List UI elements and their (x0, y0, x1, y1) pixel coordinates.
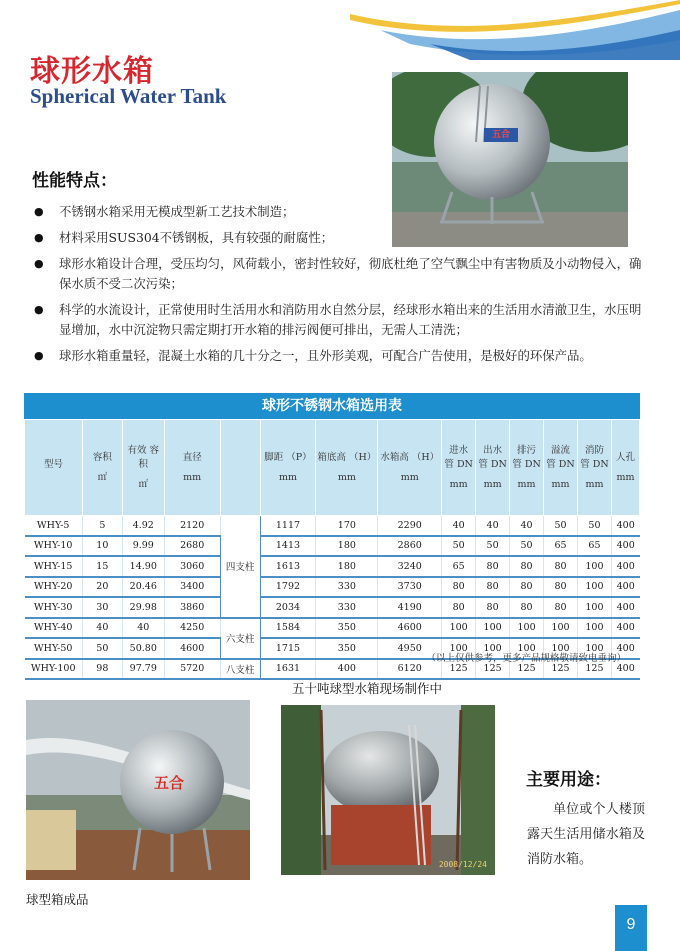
spec-table-panel (24, 393, 640, 680)
feature-list (34, 202, 646, 372)
table-cell-base: 180 (316, 536, 378, 557)
page-title-en: Spherical Water Tank (30, 84, 227, 108)
table-cell-effective: 9.99 (122, 536, 164, 557)
table-cell-drain: 100 (510, 618, 544, 639)
feature-item: ● 球形水箱设计合理，受压均匀，风荷载小，密封性较好，彻底杜绝了空气飘尘中有害物质及小动物侵入，确保水质不受二次污染； (34, 254, 646, 294)
column-header-unit: mm (517, 478, 536, 490)
column-header-unit: mm (585, 478, 604, 490)
column-header (25, 420, 83, 516)
table-cell-overflow: 80 (544, 597, 578, 618)
table-cell-overflow: 80 (544, 556, 578, 577)
table-cell-height: 3730 (378, 577, 442, 598)
table-cell-effective: 20.46 (122, 577, 164, 598)
photo-timestamp: 2008/12/24 (438, 860, 487, 869)
column-header (476, 420, 510, 516)
column-header-unit: mm (551, 478, 570, 490)
column-header-unit: ㎡ (138, 478, 149, 490)
table-cell-height: 6120 (378, 659, 442, 680)
page-number: 9 (615, 905, 647, 951)
table-cell-outlet: 80 (476, 577, 510, 598)
table-cell-outlet: 100 (476, 618, 510, 639)
table-cell-manhole: 400 (611, 597, 639, 618)
table-cell-diameter: 3060 (164, 556, 220, 577)
table-cell-model: WHY-30 (25, 597, 83, 618)
column-header-label: 有效 容积 (127, 444, 160, 470)
table-cell-diameter: 3400 (164, 577, 220, 598)
table-cell-diameter: 4250 (164, 618, 220, 639)
table-cell-volume: 50 (82, 638, 122, 659)
table-cell-outlet: 125 (476, 659, 510, 680)
table-header-row (25, 420, 640, 516)
table-cell-manhole: 400 (611, 618, 639, 639)
column-header (82, 420, 122, 516)
table-cell-outlet: 80 (476, 556, 510, 577)
column-header-label: 进水 管 DN (444, 444, 473, 470)
table-cell-manhole: 400 (611, 536, 639, 557)
column-header (316, 420, 378, 516)
table-cell-inlet: 65 (442, 556, 476, 577)
table-cell-overflow: 50 (544, 516, 578, 536)
table-cell-fire: 100 (577, 556, 611, 577)
table-cell-model: WHY-5 (25, 516, 83, 536)
table-cell-base: 170 (316, 516, 378, 536)
table-cell-bottom: 1413 (260, 536, 316, 557)
table-cell-base: 330 (316, 577, 378, 598)
page-title-zh: 球形水箱 (30, 54, 154, 89)
table-cell-bottom: 1631 (260, 659, 316, 680)
feature-item: ● 科学的水流设计，正常使用时生活用水和消防用水自然分层，经球形水箱出来的生活用水清澈卫生，水压明显增加，水中沉淀物只需定期打开水箱的排污阀便可排出，无需人工清洗； (34, 300, 646, 340)
column-header-label: 水箱高 （H） (380, 451, 440, 463)
usage-text: 单位或个人楼顶露天生活用储水箱及消防水箱。 (527, 802, 645, 867)
table-cell-volume: 98 (82, 659, 122, 680)
table-row (25, 556, 640, 577)
table-cell-overflow: 100 (544, 618, 578, 639)
onsite-caption: 五十吨球型水箱现场制作中 (292, 681, 443, 696)
table-cell-height: 2860 (378, 536, 442, 557)
table-cell-drain: 100 (510, 638, 544, 659)
table-cell-diameter: 3860 (164, 597, 220, 618)
table-cell-drain: 80 (510, 556, 544, 577)
table-cell-drain: 40 (510, 516, 544, 536)
table-cell-height: 4190 (378, 597, 442, 618)
table-cell-bottom: 1117 (260, 516, 316, 536)
finished-caption: 球型箱成品 (26, 892, 89, 907)
column-header-unit: mm (183, 471, 202, 483)
column-header-support (220, 420, 260, 516)
column-header (611, 420, 639, 516)
finished-tank-photo (26, 700, 250, 880)
column-header-label: 容积 (92, 451, 112, 463)
column-header-label: 溢流 管 DN (546, 444, 575, 470)
table-cell-bottom: 1584 (260, 618, 316, 639)
table-row (25, 597, 640, 618)
table-cell-model: WHY-100 (25, 659, 83, 680)
column-header (544, 420, 578, 516)
table-cell-height: 4950 (378, 638, 442, 659)
column-header (164, 420, 220, 516)
table-cell-base: 400 (316, 659, 378, 680)
column-header-unit: mm (400, 471, 419, 483)
table-cell-effective: 14.90 (122, 556, 164, 577)
table-cell-drain: 80 (510, 577, 544, 598)
table-cell-volume: 40 (82, 618, 122, 639)
table-cell-base: 330 (316, 597, 378, 618)
table-cell-manhole: 400 (611, 659, 639, 680)
column-header-unit: mm (278, 471, 297, 483)
column-header-label: 消防 管 DN (580, 444, 609, 470)
feature-item: ● 球形水箱重量轻，混凝土水箱的几十分之一，且外形美观，可配合广告使用，是极好的环保产品。 (34, 346, 646, 366)
column-header (442, 420, 476, 516)
table-cell-inlet: 50 (442, 536, 476, 557)
table-cell-effective: 29.98 (122, 597, 164, 618)
table-cell-bottom: 1792 (260, 577, 316, 598)
table-cell-inlet: 80 (442, 577, 476, 598)
column-header-label: 型号 (43, 458, 63, 470)
table-cell-bottom: 1715 (260, 638, 316, 659)
table-cell-outlet: 100 (476, 638, 510, 659)
table-cell-manhole: 400 (611, 516, 639, 536)
table-cell-effective: 97.79 (122, 659, 164, 680)
table-cell-model: WHY-10 (25, 536, 83, 557)
column-header-label: 脚距 （P） (264, 451, 312, 463)
column-header-unit: mm (337, 471, 356, 483)
table-cell-support-group: 四支柱 (220, 516, 260, 618)
column-header (577, 420, 611, 516)
table-cell-model: WHY-50 (25, 638, 83, 659)
feature-item: ● 不锈钢水箱采用无模成型新工艺技术制造； (34, 202, 646, 222)
feature-item: ● 材料采用SUS304不锈钢板，具有较强的耐腐性； (34, 228, 646, 248)
table-cell-effective: 50.80 (122, 638, 164, 659)
table-cell-bottom: 2034 (260, 597, 316, 618)
table-cell-diameter: 2120 (164, 516, 220, 536)
table-cell-overflow: 80 (544, 577, 578, 598)
column-header-unit: mm (483, 478, 502, 490)
table-cell-fire: 100 (577, 577, 611, 598)
column-header-label: 出水 管 DN (478, 444, 507, 470)
table-cell-effective: 4.92 (122, 516, 164, 536)
table-cell-diameter: 5720 (164, 659, 220, 680)
table-cell-volume: 30 (82, 597, 122, 618)
table-cell-effective: 40 (122, 618, 164, 639)
spec-table (24, 419, 640, 680)
table-cell-base: 180 (316, 556, 378, 577)
table-cell-inlet: 125 (442, 659, 476, 680)
table-cell-height: 3240 (378, 556, 442, 577)
table-row (25, 618, 640, 639)
table-cell-bottom: 1613 (260, 556, 316, 577)
table-cell-volume: 20 (82, 577, 122, 598)
table-note: （以上仅供参考，更多产品规格敬请致电垂询） (426, 653, 626, 664)
table-cell-height: 2290 (378, 516, 442, 536)
table-cell-outlet: 50 (476, 536, 510, 557)
table-cell-diameter: 4600 (164, 638, 220, 659)
column-header-label: 箱底高 （H） (317, 451, 377, 463)
table-cell-overflow: 125 (544, 659, 578, 680)
table-row (25, 516, 640, 536)
table-cell-base: 350 (316, 638, 378, 659)
table-cell-inlet: 80 (442, 597, 476, 618)
column-header-unit: ㎡ (97, 471, 108, 483)
column-header-unit: mm (449, 478, 468, 490)
table-cell-model: WHY-40 (25, 618, 83, 639)
table-cell-volume: 5 (82, 516, 122, 536)
column-header-label: 人孔 (615, 451, 635, 463)
table-row (25, 577, 640, 598)
table-cell-fire: 50 (577, 516, 611, 536)
table-cell-support-group: 八支柱 (220, 659, 260, 680)
table-cell-height: 4600 (378, 618, 442, 639)
spec-table-title: 球形不锈钢水箱选用表 (24, 393, 640, 419)
table-cell-inlet: 100 (442, 638, 476, 659)
table-cell-outlet: 80 (476, 597, 510, 618)
column-header (378, 420, 442, 516)
table-cell-fire: 100 (577, 618, 611, 639)
tank-logo: 五合 (491, 130, 510, 140)
column-header-label: 排污 管 DN (512, 444, 541, 470)
table-cell-inlet: 100 (442, 618, 476, 639)
table-cell-fire: 65 (577, 536, 611, 557)
table-cell-drain: 125 (510, 659, 544, 680)
table-cell-base: 350 (316, 618, 378, 639)
table-row (25, 536, 640, 557)
table-cell-volume: 15 (82, 556, 122, 577)
table-cell-overflow: 65 (544, 536, 578, 557)
column-header-unit: mm (616, 471, 635, 483)
column-header (510, 420, 544, 516)
table-cell-inlet: 40 (442, 516, 476, 536)
column-header (260, 420, 316, 516)
table-cell-outlet: 40 (476, 516, 510, 536)
usage-heading: 主要用途： (526, 770, 611, 790)
table-cell-drain: 50 (510, 536, 544, 557)
table-cell-model: WHY-20 (25, 577, 83, 598)
onsite-tank-photo (281, 705, 495, 875)
column-header-label: 直径 (182, 451, 202, 463)
table-cell-overflow: 100 (544, 638, 578, 659)
table-cell-diameter: 2680 (164, 536, 220, 557)
table-cell-model: WHY-15 (25, 556, 83, 577)
table-cell-drain: 80 (510, 597, 544, 618)
table-cell-manhole: 400 (611, 577, 639, 598)
table-cell-fire: 125 (577, 659, 611, 680)
table-cell-manhole: 400 (611, 556, 639, 577)
finished-tank-logo: 五合 (153, 774, 184, 792)
table-cell-fire: 100 (577, 638, 611, 659)
table-cell-fire: 100 (577, 597, 611, 618)
table-cell-volume: 10 (82, 536, 122, 557)
header-swoosh (350, 0, 680, 60)
column-header (122, 420, 164, 516)
table-cell-manhole: 400 (611, 638, 639, 659)
features-heading: 性能特点： (32, 171, 117, 191)
table-cell-support-group: 六支柱 (220, 618, 260, 659)
